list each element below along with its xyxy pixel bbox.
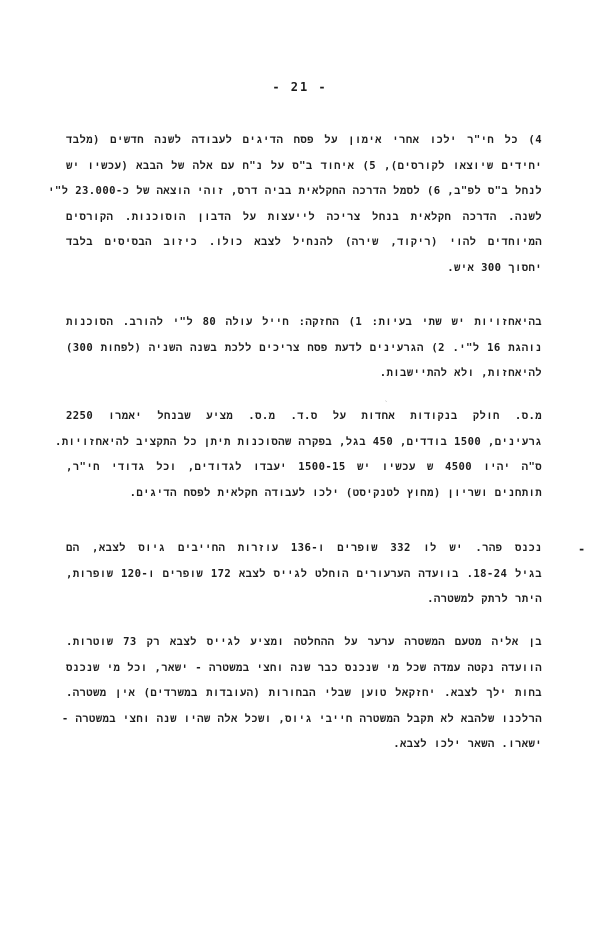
text-line: להיאחזות, ולא להתיישבות.	[379, 367, 542, 379]
text-line: הוועדה נקטה עמדה שכל מי שנכנס כבר שנה וחצי במשטרה - ישאר, וכל מי שנכנס	[66, 661, 542, 674]
text-line: בהיאחזויות יש שתי בעיות: 1) החזקה: חייל עולה 80 ל"י להורב. הסוכנות	[66, 316, 542, 328]
text-line: הרלכנו שלהבא לא תקבל המשטרה חייבי גיוס, ושכל אלה שהיו שנה וחצי במשטרה -	[61, 712, 542, 725]
text-line: יחידים שיוצאו לקורסים), 5) איחוד ב"ס על נ"ח עם אלה של הבבא (עכשיו יש	[66, 159, 543, 172]
text-line: לשנה. הדרכה חקלאית בנחל צריכה לייעצות על הדבון הוסוכנות. הקורסים	[66, 210, 542, 223]
text-line: המיוחדים להוי (ריקוד, שירה) להנחיל לצבא כולו. כיזוב הבסיסים בלבד	[66, 236, 542, 248]
paragraph-3	[55, 404, 542, 506]
text-line: תותחנים ושריון (מחוץ לטנקיסט) ילכו לעבודה חקלאית לפסח הדיגים.	[129, 486, 542, 499]
text-line: לנחל ב"ס לפ"ב, 6) לסמל הדרכה החקלאית בביה דרס, זוהי הוצאה של כ-23.000 ל"י	[48, 185, 542, 197]
text-line: בן אליה מטעם המשטרה ערער על ההחלטה ומציע לגייס לצבא רק 73 שוטרות.	[66, 636, 542, 648]
text-line: נוהגת 16 ל"י. 2) הגרעינים לדעת פסח צריכים ללכת בשנה השניה (לפחות 300)	[66, 341, 542, 354]
paragraph-dash: -	[578, 542, 586, 556]
paragraph-1	[48, 128, 543, 281]
text-line: נכנס פהר. יש לו 332 שופרים ו-136 עוזרות החייבים גיוס לצבא, הם	[66, 542, 542, 554]
text-line: 4) כל חי"ר ילכו אחרי אימון על פסח הדיגים לעבודה לשנה חדשים (מלבד	[66, 134, 542, 146]
text-line: מ.ס. חולק בנקודות אחדות על ס.ד. מ.ס. מציע שבנחל יאמרו 2250	[66, 410, 542, 422]
paragraph-2	[66, 310, 542, 387]
text-line: בגיל 18-24. בוועדה הערעורים הוחלט לגייס לצבא 172 שופרים ו-120 שופרות,	[66, 567, 542, 580]
text-line: גרעינים, 1500 בודדים, 450 בגל, בפקרה שהסוכנות תיתן כל התקציב להיאחזויות.	[55, 435, 542, 448]
speck-mark: `	[384, 400, 389, 409]
text-line: יחסוך 300 איש.	[447, 261, 542, 274]
text-line: היתר לרתק למשטרה.	[427, 593, 542, 605]
paragraph-4	[66, 536, 586, 613]
text-line: ישארו. השאר ילכו לצבא.	[393, 738, 542, 750]
text-line: ס"ה יהיו 4500 ש עכשיו יש 1500-15 יעבדו לגדודים, וכל גדודי חי"ר,	[66, 461, 542, 473]
text-line: בחות ילך לצבא. יחזקאל טוען שבלי הבחורות (העובדות במשרדים) אין משטרה.	[66, 687, 542, 699]
page-number: - 21 -	[272, 80, 328, 94]
paragraph-5	[61, 630, 542, 758]
